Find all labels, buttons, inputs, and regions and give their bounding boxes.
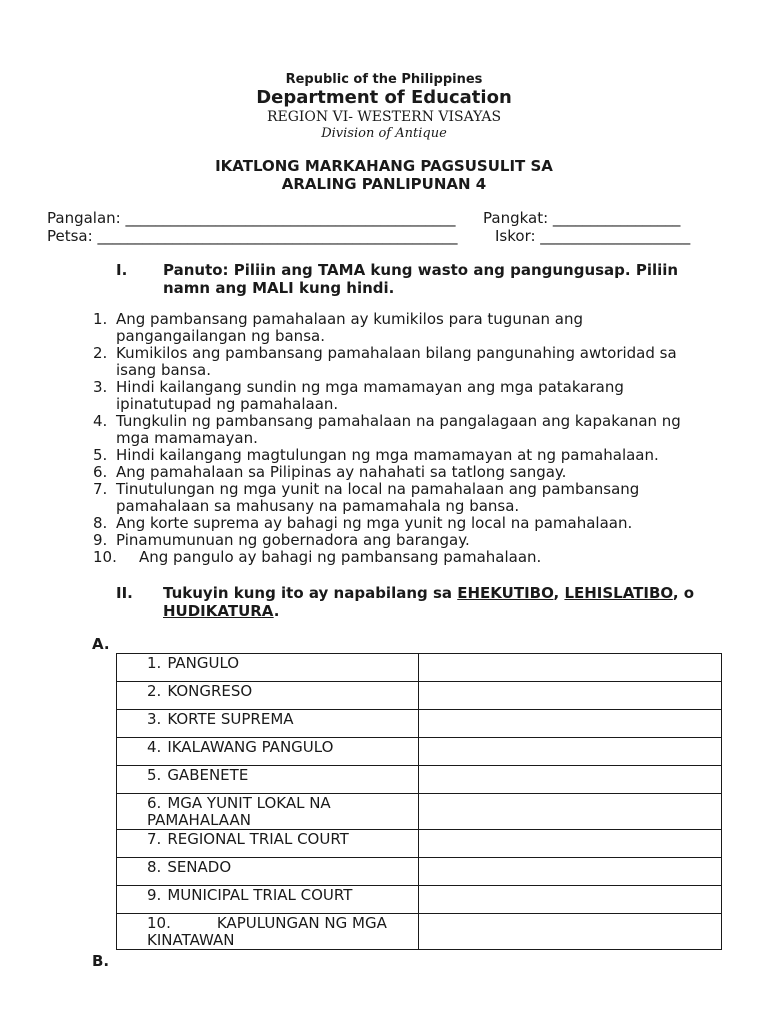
question-cell (117, 858, 419, 886)
republic-heading: Republic of the Philippines (285, 72, 483, 87)
question-cell (117, 682, 419, 710)
item-number: 5. (93, 446, 108, 464)
table-row (117, 830, 722, 858)
item-text-line: Tungkulin ng pambansang pamahalaan na pangalagaan ang kapakanan ng (116, 412, 681, 430)
answer-cell[interactable] (419, 794, 722, 830)
part2-instructions-line2 (163, 602, 279, 620)
answer-cell[interactable] (419, 766, 722, 794)
table-row (117, 710, 722, 738)
answer-cell[interactable] (419, 886, 722, 914)
part1-item (92, 515, 732, 532)
item-number: 10. (93, 548, 117, 566)
item-number: 4. (93, 412, 108, 430)
term-lehislatibo: LEHISLATIBO (564, 584, 673, 602)
petsa-field: Petsa: ________________________________________________ (47, 227, 458, 245)
iskor-field: Iskor: ____________________ (495, 227, 691, 245)
row-number: 10. (147, 914, 171, 932)
item-number: 1. (93, 310, 108, 328)
part1-item (92, 532, 732, 549)
row-label: IKALAWANG PANGULO (167, 738, 334, 756)
part2-prefix: Tukuyin kung ito ay napabilang sa (163, 584, 458, 602)
item-text-line: Ang pamahalaan sa Pilipinas ay nahahati sa tatlong sangay. (116, 463, 567, 481)
row-label: MGA YUNIT LOKAL NA PAMAHALAAN (147, 794, 331, 829)
part1-instructions-line1: Panuto: Piliin ang TAMA kung wasto ang pangungusap. Piliin (163, 261, 679, 279)
row-number: 7. (147, 830, 162, 848)
row-number: 6. (147, 794, 162, 812)
item-text-line: Pinamumunuan ng gobernadora ang barangay. (116, 531, 470, 549)
item-number: 2. (93, 344, 108, 362)
item-number: 6. (93, 463, 108, 481)
part1-item (92, 311, 732, 345)
row-label: KAPULUNGAN NG MGA KINATAWAN (147, 914, 387, 949)
part1-roman: I. (116, 261, 128, 279)
answer-cell[interactable] (419, 738, 722, 766)
part1-item (92, 413, 732, 447)
table-row (117, 738, 722, 766)
answer-cell[interactable] (419, 654, 722, 682)
part1-item-list (92, 311, 732, 566)
item-number: 9. (93, 531, 108, 549)
item-number: 3. (93, 378, 108, 396)
row-label: GABENETE (167, 766, 249, 784)
item-text-line: Hindi kailangang sundin ng mga mamamayan ang mga patakarang (116, 378, 624, 396)
part2-sep2: , o (672, 584, 695, 602)
part1-item (92, 379, 732, 413)
answer-cell[interactable] (419, 830, 722, 858)
item-text-line: Ang korte suprema ay bahagi ng mga yunit ng local na pamahalaan. (116, 514, 633, 532)
item-text-line: Hindi kailangang magtulungan ng mga mamamayan at ng pamahalaan. (116, 446, 659, 464)
answer-table (116, 653, 722, 950)
row-number: 2. (147, 682, 162, 700)
table-row (117, 682, 722, 710)
row-label: PANGULO (167, 654, 240, 672)
question-cell (117, 766, 419, 794)
department-heading: Department of Education (256, 87, 512, 108)
item-text-line: isang bansa. (116, 361, 211, 379)
region-heading: REGION VI- WESTERN VISAYAS (266, 109, 502, 125)
part2-instructions-line1 (163, 584, 694, 602)
term-ehekutibo: EHEKUTIBO (457, 584, 554, 602)
row-label: MUNICIPAL TRIAL COURT (167, 886, 353, 904)
part1-item (92, 447, 732, 464)
question-cell (117, 886, 419, 914)
table-row (117, 766, 722, 794)
row-number: 8. (147, 858, 162, 876)
pangalan-field: Pangalan: ____________________________________________ (47, 209, 456, 227)
question-cell (117, 794, 419, 830)
item-text-line: Kumikilos ang pambansang pamahalaan bilang pangunahing awtoridad sa (116, 344, 677, 362)
part2-sep1: , (553, 584, 565, 602)
pangkat-field: Pangkat: _________________ (483, 209, 681, 227)
part1-item (92, 345, 732, 379)
table-row (117, 858, 722, 886)
row-label: SENADO (167, 858, 232, 876)
table-row (117, 886, 722, 914)
question-cell (117, 738, 419, 766)
item-text-line: mga mamamayan. (116, 429, 258, 447)
item-text-line: Ang pambansang pamahalaan ay kumikilos para tugunan ang (116, 310, 584, 328)
item-number: 7. (93, 480, 108, 498)
item-number: 8. (93, 514, 108, 532)
label-a: A. (92, 635, 110, 653)
table-row (117, 794, 722, 830)
answer-cell[interactable] (419, 710, 722, 738)
item-text-line: pamahalaan sa mahusany na pamamahala ng bansa. (116, 497, 520, 515)
question-cell (117, 830, 419, 858)
part2-end: . (273, 602, 280, 620)
answer-cell[interactable] (419, 914, 722, 950)
question-cell (117, 654, 419, 682)
table-row (117, 654, 722, 682)
row-number: 4. (147, 738, 162, 756)
table-row (117, 914, 722, 950)
exam-title-line2: ARALING PANLIPUNAN 4 (281, 175, 487, 193)
row-label: REGIONAL TRIAL COURT (167, 830, 349, 848)
item-text-line: Tinutulungan ng mga yunit na local na pamahalaan ang pambansang (116, 480, 640, 498)
answer-cell[interactable] (419, 858, 722, 886)
item-text-line: Ang pangulo ay bahagi ng pambansang pamahalaan. (139, 548, 542, 566)
row-number: 1. (147, 654, 162, 672)
part1-item (92, 464, 732, 481)
part1-instructions-line2: namn ang MALI kung hindi. (163, 279, 395, 297)
row-number: 9. (147, 886, 162, 904)
row-number: 5. (147, 766, 162, 784)
part2-roman: II. (116, 584, 133, 602)
row-number: 3. (147, 710, 162, 728)
item-text-line: pangangailangan ng bansa. (116, 327, 325, 345)
row-label: KORTE SUPREMA (167, 710, 294, 728)
row-label: KONGRESO (167, 682, 253, 700)
answer-cell[interactable] (419, 682, 722, 710)
label-b: B. (92, 952, 110, 970)
division-heading: Division of Antique (321, 126, 447, 141)
item-text-line: ipinatutupad ng pamahalaan. (116, 395, 339, 413)
question-cell (117, 710, 419, 738)
part1-item (92, 481, 732, 515)
part1-item (92, 549, 732, 566)
question-cell (117, 914, 419, 950)
exam-title-line1: IKATLONG MARKAHANG PAGSUSULIT SA (215, 157, 553, 175)
term-hudikatura: HUDIKATURA (163, 602, 274, 620)
